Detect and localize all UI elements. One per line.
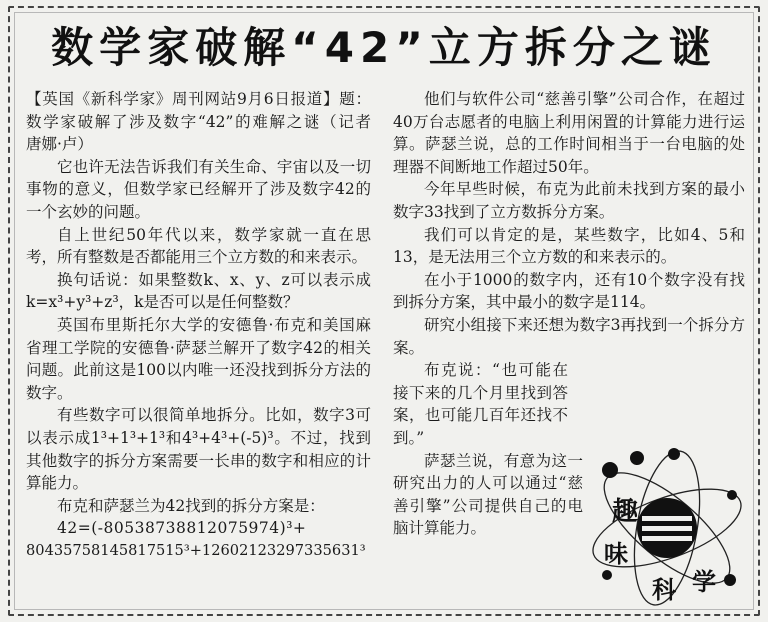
nucleus-stripe <box>642 526 692 531</box>
paragraph: 我们可以肯定的是，某些数字，比如4、5和13，是无法用三个立方数的和来表示的。 <box>393 225 745 267</box>
electron-dot <box>727 490 737 500</box>
nucleus-stripe <box>642 516 692 521</box>
left-column <box>26 88 387 562</box>
nucleus-stripe <box>642 536 692 541</box>
formula-line-1: 42=(-80538738812075974)³+ <box>57 519 307 538</box>
paragraph: 换句话说：如果整数k、x、y、z可以表示成k=x³+y³+z³，k是否可以是任何整数？ <box>26 270 371 312</box>
paragraph: 布克和萨瑟兰为42找到的拆分方案是： <box>57 496 325 515</box>
electron-dot <box>724 574 736 586</box>
paragraph: 英国布里斯托尔大学的安德鲁·布克和美国麻省理工学院的安德鲁·萨瑟兰解开了数字42的相关问题。此前这是100以内唯一还没找到拆分方法的数字。 <box>26 315 371 402</box>
logo-char: 味 <box>604 540 628 568</box>
logo-char: 趣 <box>612 497 639 527</box>
fun-science-logo <box>582 440 752 610</box>
paragraph: 今年早些时候，布克为此前未找到方案的最小数字33找到了立方数拆分方案。 <box>393 180 745 221</box>
formula-line-2: 80435758145817515³+12602123297335631³ <box>26 541 366 559</box>
logo-char: 科 <box>652 576 676 604</box>
logo-char: 学 <box>692 568 716 596</box>
paragraph: 萨瑟兰说，有意为这一研究出力的人可以通过“慈善引擎”公司提供自己的电脑计算能力。 <box>393 451 583 538</box>
electron-dot <box>602 570 612 580</box>
paragraph: 自上世纪50年代以来，数学家就一直在思考，所有整数是否都能用三个立方数的和来表示。 <box>26 225 371 267</box>
electron-dot <box>602 462 618 478</box>
paragraph: 有些数字可以很简单地拆分。比如，数字3可以表示成1³+1³+1³和4³+4³+(-5)³。不过，找到其他数字的拆分方案需要一长串的数字和相应的计算能力。 <box>26 406 371 493</box>
article-title: 数学家破解“42”立方拆分之谜 <box>51 23 717 72</box>
lead-paragraph: 【英国《新科学家》周刊网站9月6日报道】题：数学家破解了涉及数字“42”的难解之谜（记者 唐娜·卢） <box>26 90 387 154</box>
paragraph: 它也许无法告诉我们有关生命、宇宙以及一切事物的意义，但数学家已经解开了涉及数字42的一个玄妙的问题。 <box>26 157 371 221</box>
paragraph: 布克说：“也可能在接下来的几个月里找到答案，也可能几百年还找不到。” <box>393 361 568 447</box>
paragraph: 研究小组接下来还想为数字3再找到一个拆分方案。 <box>393 315 745 357</box>
paragraph: 在小于1000的数字内，还有10个数字没有找到拆分方案，其中最小的数字是114。 <box>393 270 745 312</box>
electron-dot <box>630 451 644 465</box>
paragraph: 他们与软件公司“慈善引擎”公司合作，在超过40万台志愿者的电脑上利用闲置的计算能力进行运算。萨瑟兰说，总的工作时间相当于一台电脑的处理器不间断地工作超过50年。 <box>393 90 745 176</box>
electron-dot <box>668 448 680 460</box>
